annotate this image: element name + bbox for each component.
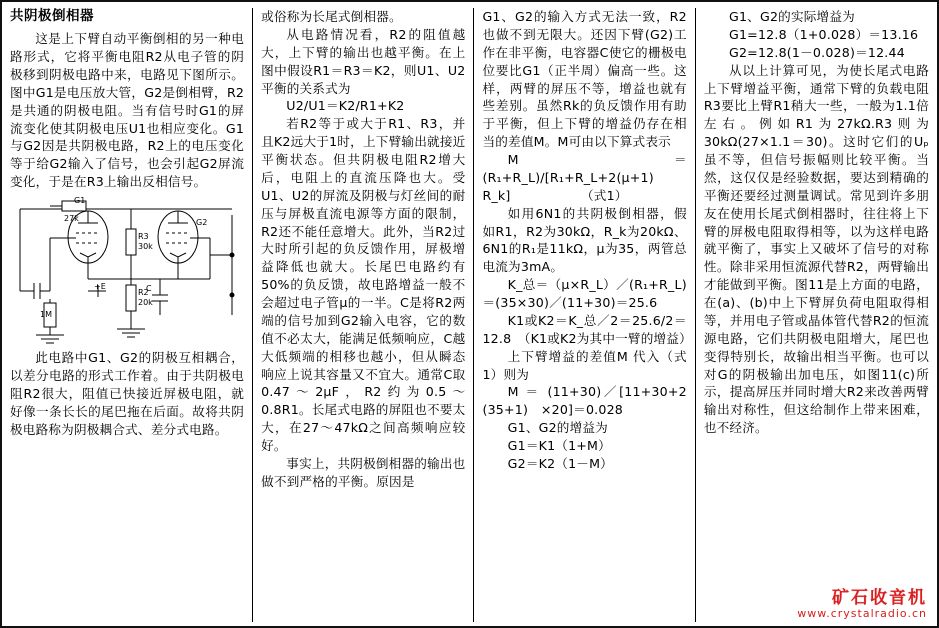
equation: G1、G2的实际增益为	[729, 9, 855, 24]
equation: G2＝K2（1－M）	[507, 455, 613, 471]
figure-label-rk: R2	[138, 288, 149, 298]
paragraph: 若R2等于或大于R1、R3，并且K2远大于1时，上下臂输出就接近平衡状态。但共阴极电阻R2增大后，电阻上的直流压降也大。受U1、U2的屏流及阴极与灯丝间的耐压与屏极直流电源等方面的限制，R2还不能任意增大。此外，当R2过大时所引起的负反馈作用，屏极增益降低也就大。长尾巴电路约有50%的负反馈，故电路增益一般不会超过电子管μ的一半。C是将R2两端的信号加到G2输入电容，它的数值不必太大，能满足低频响应，C越大低频端的相移也越小，但从瞬态响应上说其容量又不宜大。通常C取0.47～2μF，R2约为0.5～0.8R1。长尾式电路的屏阻也不要太大，在27～47kΩ之间高频响应较好。	[261, 116, 466, 453]
figure-label-rk-value: 20k	[138, 298, 153, 308]
paragraph: 上下臂增益的差值M 代入（式1）则为	[482, 348, 687, 382]
page-title: 共阴极倒相器	[10, 8, 94, 24]
equation: M＝(R₁+R_L)/[R₁+R_L+2(μ+1) R_k] （式1）	[482, 152, 687, 203]
figure-label-r1: 27k	[64, 214, 79, 224]
column-4	[696, 8, 929, 622]
figure-label-r3: R3	[138, 232, 149, 242]
paragraph: 或俗称为长尾式倒相器。	[261, 9, 402, 24]
equation: G1＝K1（1+M）	[507, 438, 611, 453]
column-container	[2, 2, 937, 626]
circuit-diagram-figure	[10, 195, 242, 345]
column-1	[10, 8, 252, 622]
paragraph: 从电路情况看，R2的阻值越大，上下臂的输出也越平衡。在上图中假设R1＝R3＝K2，则U1、U2平衡的关系式为	[261, 26, 466, 96]
column-2	[253, 8, 473, 622]
paragraph: 如用6N1的共阴极倒相器，假如R1，R2为30kΩ，R_k为20kΩ、6N1的R₁是11kΩ，μ为35，两管总电流为3mA。	[482, 205, 687, 275]
watermark-url: www.crystalradio.cn	[797, 607, 927, 620]
figure-label-c: C	[146, 284, 152, 294]
equation: G1、G2的增益为	[507, 420, 608, 436]
figure-label-r-grid: 1M	[40, 310, 52, 320]
equation: K1或K2＝K_总／2＝25.6/2＝12.8 （K1或K2为其中一臂的增益）	[482, 312, 692, 346]
equation: U2/U1＝K2/R1+K2	[286, 98, 405, 114]
equation: M ＝ (11+30)／[11+30+2 (35+1) ×20]＝0.028	[482, 384, 700, 418]
paragraph: 事实上，共阴极倒相器的输出也做不到严格的平衡。原因是	[261, 455, 466, 489]
paragraph: G1、G2的输入方式无法一致，R2也做不到无限大。还因下臂(G2)工作在非平衡，电容器C使它的栅极电位要比G1（正半周）偏高一些。这样，两臂的屏压不等，增益也就有些差别。虽然Rk的负反馈作用有助于平衡，但上下臂的增益仍存在相当的差值M。M可由以下算式表示	[482, 9, 687, 150]
watermark-main: 矿石收音机	[832, 588, 927, 609]
equation: G2=12.8(1－0.028)＝12.44	[729, 44, 905, 60]
figure-label-g2: G2	[196, 218, 208, 228]
figure-label-r3-value: 30k	[138, 242, 153, 252]
equation: K_总＝（μ×R_L）／(R₁+R_L)＝(35×30)／(11+30)＝25.6	[482, 277, 687, 310]
paragraph: 此电路中G1、G2的阴极互相耦合，以差分电路的形式工作着。由于共阴极电阻R2很大，阻值已快接近屏极电阻，就好像一条长长的尾巴拖在后面。故将共阴极电路称为阴极耦合式、差分式电路。	[10, 350, 245, 437]
equation: G1=12.8（1+0.028）＝13.16	[729, 26, 919, 42]
paragraph: 从以上计算可见，为使长尾式电路上下臂增益平衡，通常下臂的负载电阻R3要比上臂R1稍大一些，一般为1.1倍左右。例如R1为27kΩ.R3则为30kΩ(27×1.1＝30)。这时它们的Uₚ虽不等，但信号振幅则比较平衡。当然，这仅仅是经验数据，要达到精确的平衡还要经过测量调试。常见到许多朋友在使用长尾式倒相器时，往往将上下臂的屏极电阻取得相等，以为这样电路就平衡了，事实上又破坏了信号的对称性。除非采用恒流源代替R2，两臂输出才能做到平衡。图11是上方面的电路，在(a)、(b)中上下臂屏负荷电阻取得相等，并用电子管或晶体管代替R2的恒流源电路，它们共阴极电阻增大，尾巴也变得特别长，故输出相当平衡。也可以对G的阴极输出加电压，如图11(c)所示，提高屏压并同时增大R2来改善两臂输出对称性，但这给制作上带来困难，也不经济。	[703, 62, 930, 436]
column-3	[474, 8, 700, 622]
figure-label-plus-e: +E	[94, 282, 106, 292]
paragraph: 这是上下臂自动平衡倒相的另一种电路形式，它将平衡电阻R2从电子管的阴极移到阴极电路中来，电路见下图所示。图中G1是电压放大管，G2是倒相臂，R2是共通的阴极电阻。当有信号时G1的屏流变化使其阴极电压U1也相应变化。G1与G2因是共阴极电路，R2上的电压变化等于给G2输入了信号，也会引起G2屏流变化，于是在R3上输出反相信号。	[10, 31, 245, 190]
figure-label-g1: G1	[74, 196, 86, 206]
